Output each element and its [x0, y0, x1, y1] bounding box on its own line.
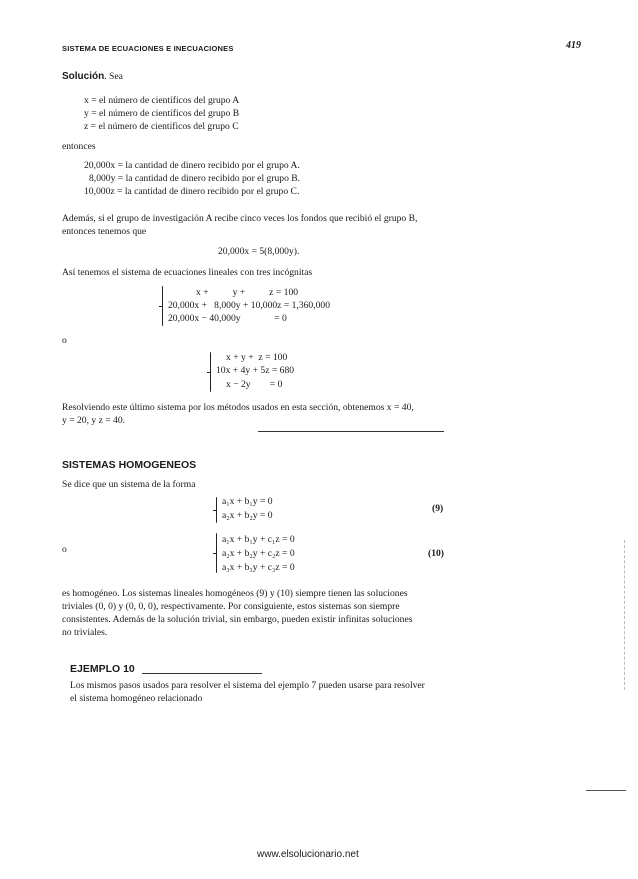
paragraph-1-line-2: entonces tenemos que: [62, 226, 147, 237]
centered-equation: 20,000x = 5(8,000y).: [218, 246, 300, 257]
amount-a: 20,000x = la cantidad de dinero recibido por el grupo A.: [84, 160, 300, 171]
homogeneous-para-line-1: es homogéneo. Los sistemas lineales homogéneos (9) y (10) siempre tienen las soluciones: [62, 588, 408, 599]
system-2-row-1: x + y + z = 100: [226, 352, 288, 363]
system-2-row-2: 10x + 4y + 5z = 680: [216, 365, 295, 376]
system-1-row-2: 20,000x + 8,000y + 10,000z = 1,360,000: [168, 300, 330, 311]
running-header: SISTEMA DE ECUACIONES E INECUACIONES: [62, 44, 234, 53]
system-10-brace: [216, 533, 217, 573]
solution-label: Solución: [62, 71, 105, 82]
example-heading: EJEMPLO 10: [70, 663, 135, 675]
homogeneous-intro: Se dice que un sistema de la forma: [62, 479, 196, 490]
or-word-1: o: [62, 335, 67, 346]
system-9-row-2: a₂x + b₂y = 0: [222, 510, 273, 521]
paragraph-3-line-2: y = 20, y z = 40.: [62, 415, 126, 426]
end-of-solution-rule: [258, 431, 444, 432]
system-2-brace: [210, 352, 211, 392]
homogeneous-para-line-3: consistentes. Además de la solución trivial, sin embargo, pueden existir infinitas soluciones: [62, 614, 413, 625]
system-10-row-1: a₁x + b₁y + c₁z = 0: [222, 534, 295, 545]
equation-label-9: (9): [432, 503, 444, 514]
definition-z: z = el número de científicos del grupo C: [84, 121, 239, 132]
scan-corner-mark: [586, 790, 626, 791]
system-1-brace: [162, 286, 163, 326]
system-9-brace: [216, 497, 217, 523]
system-1-row-3: 20,000x − 40,000y = 0: [168, 313, 287, 324]
homogeneous-para-line-4: no triviales.: [62, 627, 108, 638]
footer-url[interactable]: www.elsolucionario.net: [257, 849, 359, 860]
scan-edge-mark: [624, 540, 625, 690]
system-10-row-3: a₃x + b₃y + c₃z = 0: [222, 562, 295, 573]
homogeneous-para-line-2: triviales (0, 0) y (0, 0, 0), respectivamente. Por consiguiente, estos sistemas son siempre: [62, 601, 400, 612]
or-word-2: o: [62, 544, 67, 555]
system-1-row-1: x + y + z = 100: [196, 287, 299, 298]
equation-label-10: (10): [428, 548, 444, 559]
amount-c: 10,000z = la cantidad de dinero recibido por el grupo C.: [84, 186, 300, 197]
paragraph-3-line-1: Resolviendo este último sistema por los métodos usados en esta sección, obtenemos x = 40,: [62, 402, 414, 413]
system-2-row-3: x − 2y = 0: [226, 379, 283, 390]
system-10-row-2: a₂x + b₂y + c₂z = 0: [222, 548, 295, 559]
system-9-row-1: a₁x + b₁y = 0: [222, 496, 273, 507]
amount-b: 8,000y = la cantidad de dinero recibido por el grupo B.: [89, 173, 301, 184]
solution-line: Solución. Sea: [62, 71, 123, 82]
page-number: 419: [566, 40, 581, 51]
example-heading-rule: [142, 673, 262, 674]
then-word: entonces: [62, 141, 96, 152]
example-line-1: Los mismos pasos usados para resolver el sistema del ejemplo 7 pueden usarse para resolver: [70, 680, 425, 691]
paragraph-2: Así tenemos el sistema de ecuaciones lineales con tres incógnitas: [62, 267, 313, 278]
paragraph-1-line-1: Además, si el grupo de investigación A recibe cinco veces los fondos que recibió el grupo B,: [62, 213, 418, 224]
solution-intro: Sea: [109, 71, 123, 82]
definition-y: y = el número de científicos del grupo B: [84, 108, 240, 119]
example-line-2: el sistema homogéneo relacionado: [70, 693, 203, 704]
definition-x: x = el número de científicos del grupo A: [84, 95, 240, 106]
section-heading-homogeneous: SISTEMAS HOMOGENEOS: [62, 459, 197, 471]
